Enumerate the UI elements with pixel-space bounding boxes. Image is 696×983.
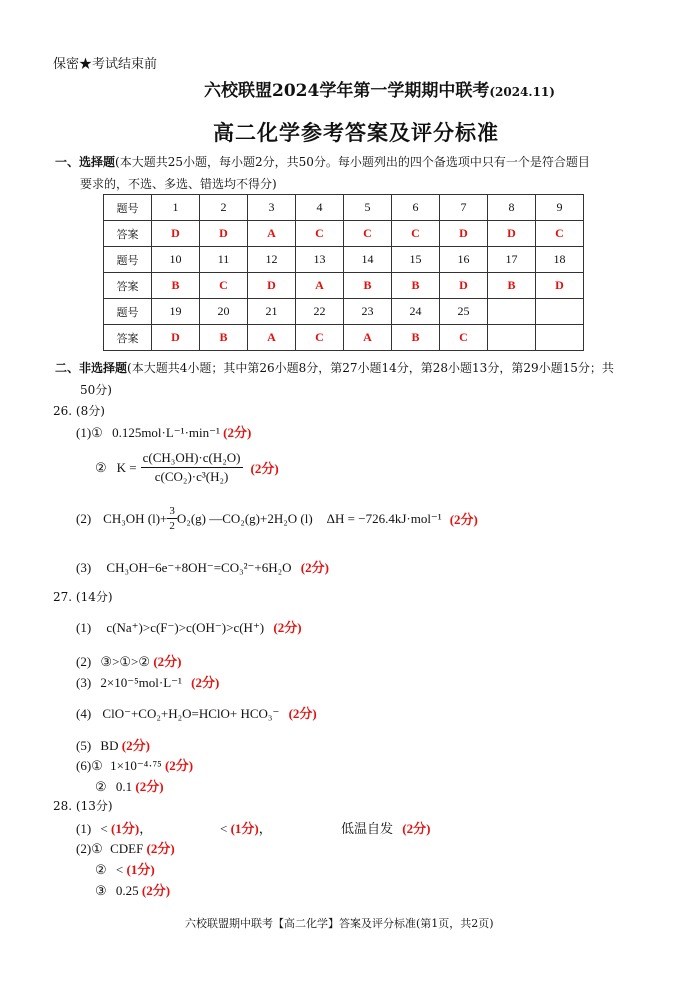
answer-cell: B — [488, 273, 536, 299]
q27-p1-score: (2分) — [273, 620, 302, 635]
table-cell: 18 — [536, 247, 584, 273]
q28-p3-score: (1分) — [126, 862, 155, 877]
answer-cell: B — [152, 273, 200, 299]
q27-p7-score: (2分) — [135, 779, 164, 794]
q28-p3-value: < — [115, 862, 124, 877]
q28-part1 — [76, 818, 152, 837]
answer-cell: C — [200, 273, 248, 299]
q28-p1-a-score: (1分) — [111, 821, 140, 836]
q26-p3-frac-den: 2 — [169, 520, 175, 532]
q28-p1-a: < — [100, 821, 108, 836]
q27-p2-score: (2分) — [153, 654, 182, 669]
q26-title: 26. (8分) — [53, 404, 105, 418]
q26-p4-value: CH₃OH−6e⁻+8OH⁻=CO₃²⁻+6H₂O — [106, 560, 292, 575]
table-q-label: 题号 — [104, 247, 152, 273]
q27-p4-value: ClO⁻+CO₂+H₂O=HClO+ HCO₃⁻ — [102, 706, 280, 721]
q27-part2 — [76, 651, 181, 670]
answer-cell: D — [152, 325, 200, 351]
q27-p2-label: (2) — [76, 654, 92, 669]
table-cell: 5 — [344, 195, 392, 221]
q27-p6-score: (2分) — [164, 758, 194, 773]
table-q-label: 题号 — [104, 299, 152, 325]
q27-p5-value: BD — [100, 738, 119, 753]
section1-heading: 一、选择题 — [55, 155, 116, 169]
q28-p4-score: (2分) — [141, 883, 171, 898]
section2-desc1: (本大题共4小题；其中第26小题8分，第27小题14分，第28小题13分，第29小题15分；共 — [127, 361, 614, 375]
table-a-label: 答案 — [104, 273, 152, 299]
q28-p1-label: (1) — [76, 821, 92, 836]
table-cell: 25 — [440, 299, 488, 325]
q26-p1-score: (2分) — [223, 425, 252, 440]
answer-cell: B — [392, 273, 440, 299]
table-cell: 14 — [344, 247, 392, 273]
q26-part4 — [76, 557, 329, 576]
answer-cell: D — [248, 273, 296, 299]
q27-part5 — [76, 735, 150, 754]
table-cell: 20 — [200, 299, 248, 325]
answer-table — [103, 194, 584, 351]
q28-p1-b-score: (1分) — [230, 821, 259, 836]
answer-cell — [536, 325, 584, 351]
q28-part1-b — [220, 818, 272, 837]
table-row — [104, 195, 584, 221]
table-cell: 19 — [152, 299, 200, 325]
exam-title-text: 六校联盟2024学年第一学期期中联考 — [204, 81, 490, 101]
answer-cell: B — [200, 325, 248, 351]
q28-part3 — [95, 859, 155, 878]
q26-p1-value: 0.125mol·L⁻¹·min⁻¹ — [112, 425, 220, 440]
answer-cell: A — [296, 273, 344, 299]
q26-p2-score: (2分) — [250, 461, 279, 476]
table-q-label: 题号 — [104, 195, 152, 221]
table-row — [104, 247, 584, 273]
q26-p4-score: (2分) — [300, 560, 329, 575]
section1-desc2: 要求的，不选、多选、错选均不得分) — [80, 177, 277, 191]
q28-p1-sep2: ， — [258, 821, 272, 836]
q27-part3 — [76, 672, 219, 691]
answer-cell: A — [248, 325, 296, 351]
q27-part1 — [76, 617, 302, 636]
table-cell: 15 — [392, 247, 440, 273]
q26-p2-denominator: c(CO₂)·c³(H₂) — [154, 469, 229, 484]
q27-part7 — [95, 776, 164, 795]
doc-title: 高二化学参考答案及评分标准 — [213, 120, 499, 145]
q27-p4-label: (4) — [76, 706, 92, 721]
q28-part4 — [95, 880, 170, 899]
section1-desc1: (本大题共25小题，每小题2分，共50分。每小题列出的四个备选项中只有一个是符合题目 — [115, 155, 590, 169]
answer-cell: C — [296, 325, 344, 351]
table-a-label: 答案 — [104, 221, 152, 247]
q27-p6-value: 1×10⁻⁴·⁷⁵ — [110, 758, 162, 773]
answer-cell: A — [344, 325, 392, 351]
table-cell: 11 — [200, 247, 248, 273]
q27-p2-value: ③>①>② — [100, 654, 151, 669]
q27-p5-score: (2分) — [121, 738, 150, 753]
table-cell: 7 — [440, 195, 488, 221]
q27-p5-label: (5) — [76, 738, 92, 753]
table-cell: 23 — [344, 299, 392, 325]
q28-p1-sep: ， — [139, 821, 153, 836]
q26-p2-k: K = — [116, 459, 137, 475]
table-row — [104, 273, 584, 299]
table-cell: 17 — [488, 247, 536, 273]
answer-cell: D — [152, 221, 200, 247]
answer-cell: D — [488, 221, 536, 247]
exam-title — [204, 76, 555, 101]
table-cell — [488, 299, 536, 325]
q26-p3-label: (2) — [76, 510, 92, 526]
q28-part2 — [76, 838, 175, 857]
table-cell: 1 — [152, 195, 200, 221]
table-cell: 22 — [296, 299, 344, 325]
q28-p2-value: CDEF — [110, 841, 144, 856]
section2-line1 — [55, 359, 614, 376]
table-cell: 21 — [248, 299, 296, 325]
table-cell: 8 — [488, 195, 536, 221]
q27-p1-value: c(Na⁺)>c(F⁻)>c(OH⁻)>c(H⁺) — [106, 620, 265, 635]
answer-cell: C — [296, 221, 344, 247]
q28-p1-b: < — [220, 821, 228, 836]
section1-line1 — [55, 153, 590, 170]
table-cell: 24 — [392, 299, 440, 325]
q27-p3-value: 2×10⁻⁵mol·L⁻¹ — [100, 675, 182, 690]
q26-p2-fraction — [141, 450, 243, 485]
q26-p2-label: ② — [95, 459, 107, 475]
answer-cell: B — [392, 325, 440, 351]
answer-cell: C — [392, 221, 440, 247]
section2-desc2: 50分) — [80, 383, 112, 397]
table-cell: 2 — [200, 195, 248, 221]
q27-p3-score: (2分) — [191, 675, 220, 690]
answer-cell: C — [440, 325, 488, 351]
q26-p3-score: (2分) — [449, 512, 478, 527]
section2-heading: 二、非选择题 — [55, 361, 128, 375]
q26-p2-numerator: c(CH₃OH)·c(H₂O) — [141, 450, 243, 468]
table-cell: 4 — [296, 195, 344, 221]
table-cell: 13 — [296, 247, 344, 273]
q27-p1-label: (1) — [76, 620, 92, 635]
table-cell: 12 — [248, 247, 296, 273]
table-row — [104, 325, 584, 351]
q28-p3-label: ② — [95, 862, 107, 877]
table-cell: 16 — [440, 247, 488, 273]
q28-p2-label: (2)① — [76, 841, 103, 856]
q27-p7-label: ② — [95, 779, 107, 794]
q26-p4-label: (3) — [76, 560, 92, 575]
exam-date: (2024.11) — [489, 85, 555, 99]
page-footer: 六校联盟期中联考【高二化学】答案及评分标准(第1页，共2页) — [185, 917, 494, 930]
table-cell: 6 — [392, 195, 440, 221]
q27-p7-value: 0.1 — [115, 779, 133, 794]
q26-p3-dh: ΔH = −726.4kJ·mol⁻¹ — [326, 510, 442, 526]
q27-part4 — [76, 703, 317, 722]
q26-p3-left: CH₃OH (l)+ — [103, 510, 168, 526]
q26-part1 — [76, 422, 251, 441]
answer-cell: B — [344, 273, 392, 299]
q27-title: 27. (14分) — [53, 590, 113, 604]
q28-part1-c — [341, 818, 430, 837]
answer-cell — [488, 325, 536, 351]
answer-cell: D — [536, 273, 584, 299]
q26-p3-right: O₂(g) —CO₂(g)+2H₂O (l) — [176, 510, 313, 526]
table-cell — [536, 299, 584, 325]
q26-part3 — [76, 505, 478, 532]
answer-cell: A — [248, 221, 296, 247]
table-a-label: 答案 — [104, 325, 152, 351]
secret-note: 保密★考试结束前 — [53, 57, 158, 72]
answer-cell: D — [440, 221, 488, 247]
q28-title: 28. (13分) — [53, 799, 113, 813]
q28-p2-score: (2分) — [146, 841, 175, 856]
q27-part6 — [76, 755, 193, 774]
q27-p3-label: (3) — [76, 675, 92, 690]
q28-p4-value: 0.25 — [115, 883, 139, 898]
table-cell: 3 — [248, 195, 296, 221]
table-row — [104, 299, 584, 325]
q26-part2 — [95, 450, 279, 485]
answer-cell: D — [440, 273, 488, 299]
answer-cell: D — [200, 221, 248, 247]
q28-p1-c: 低温自发 — [341, 821, 394, 836]
q28-p1-c-score: (2分) — [402, 821, 431, 836]
table-row — [104, 221, 584, 247]
q27-p4-score: (2分) — [288, 706, 317, 721]
table-cell: 10 — [152, 247, 200, 273]
answer-cell: C — [536, 221, 584, 247]
q26-p3-frac-num: 3 — [169, 505, 175, 517]
q27-p6-label: (6)① — [76, 758, 103, 773]
q28-p4-label: ③ — [95, 883, 107, 898]
q26-p1-label: (1)① — [76, 425, 103, 440]
q26-p3-fraction — [167, 505, 177, 532]
table-cell: 9 — [536, 195, 584, 221]
answer-cell: C — [344, 221, 392, 247]
